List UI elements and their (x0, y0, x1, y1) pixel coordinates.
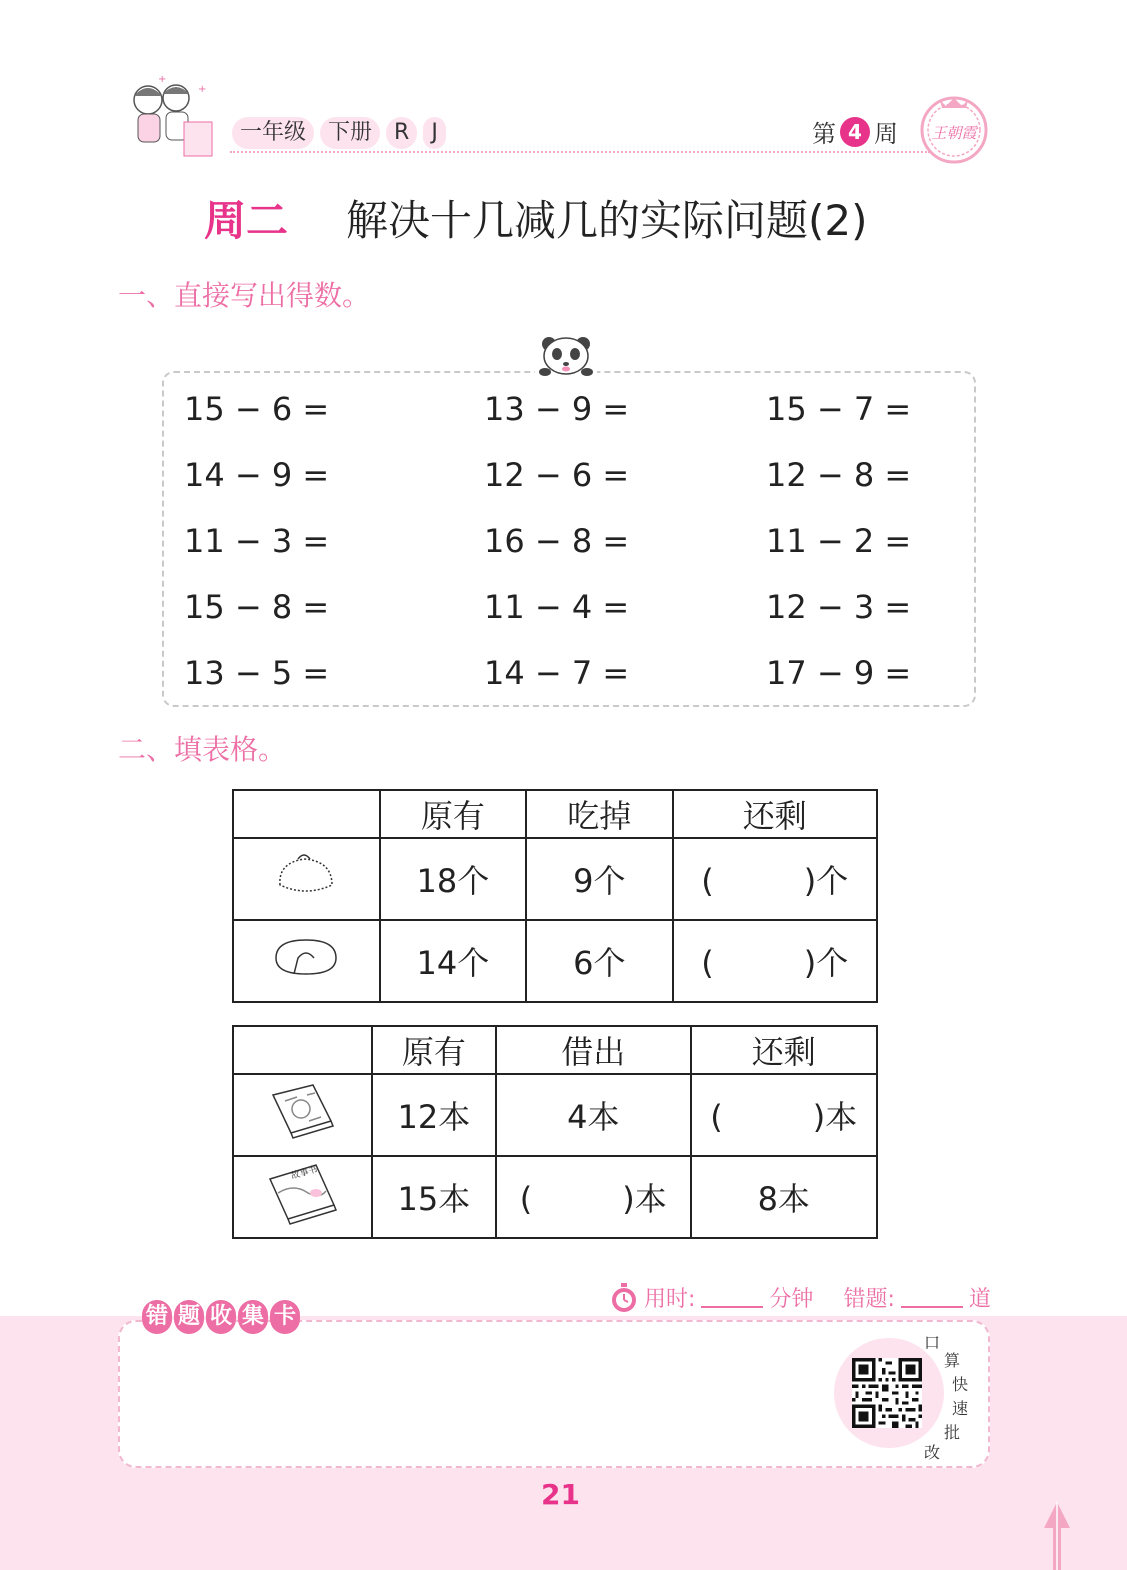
answer-cell[interactable]: ( )个 (673, 920, 878, 1002)
section2-title: 二、填表格。 (118, 733, 287, 766)
equation: 13 − 5 = (184, 654, 330, 692)
table-header-cell (233, 1026, 372, 1074)
table-header-cell: 还剩 (673, 790, 878, 838)
qr-caption: 口 (924, 1333, 941, 1352)
grade-chip: 一年级 (232, 117, 314, 149)
errors-unit: 道 (968, 1287, 991, 1312)
edition-chip: R (386, 117, 417, 149)
week-label (812, 114, 898, 149)
bread-icon (272, 934, 340, 980)
original-cell: 14个 (380, 920, 526, 1002)
time-record (610, 1282, 991, 1313)
week-suffix: 周 (874, 120, 898, 148)
food-table (232, 789, 878, 1003)
qr-caption: 快 (952, 1375, 969, 1394)
equation: 11 − 3 = (184, 522, 330, 560)
svg-text:+: + (198, 84, 207, 95)
item-cell (233, 920, 380, 1002)
table-header-cell: 原有 (380, 790, 526, 838)
answer-cell[interactable]: ( )本 (691, 1074, 878, 1156)
remain-cell: 8本 (691, 1156, 878, 1238)
equation: 14 − 9 = (184, 456, 330, 494)
equation: 11 − 4 = (484, 588, 630, 626)
table-row (233, 920, 877, 1002)
table-row (233, 1074, 877, 1156)
page-number: 21 (541, 1478, 580, 1511)
stopwatch-icon (610, 1283, 638, 1313)
item-cell (233, 1074, 372, 1156)
story-book-icon (264, 1159, 340, 1227)
time-label: 用时: (644, 1287, 696, 1312)
book-table (232, 1025, 878, 1239)
steamed-bun-icon (274, 849, 338, 901)
equation: 16 − 8 = (484, 522, 630, 560)
grade-info (232, 116, 446, 150)
equation: 11 − 2 = (766, 522, 912, 560)
errors-blank[interactable] (901, 1288, 963, 1308)
time-blank[interactable] (701, 1288, 763, 1308)
header-divider (230, 151, 930, 153)
equation: 14 − 7 = (484, 654, 630, 692)
qr-caption: 速 (952, 1399, 969, 1418)
svg-text:+: + (158, 74, 167, 85)
lent-cell: 4本 (496, 1074, 690, 1156)
edition-chip: J (423, 117, 446, 149)
eaten-cell: 6个 (526, 920, 672, 1002)
item-cell (233, 838, 380, 920)
week-number: 4 (840, 117, 870, 147)
table-header-cell: 借出 (496, 1026, 690, 1074)
table-row (233, 1156, 877, 1238)
seal-text: 王朝霞 (931, 124, 977, 142)
original-cell: 18个 (380, 838, 526, 920)
qr-caption: 改 (924, 1443, 941, 1462)
table-header-cell (233, 790, 380, 838)
qr-caption: 批 (944, 1423, 961, 1442)
picture-book-icon (267, 1081, 337, 1141)
title-day: 周二 (204, 196, 289, 245)
qr-code-icon[interactable] (852, 1358, 922, 1428)
section1-title: 一、直接写出得数。 (118, 279, 371, 312)
original-cell: 12本 (372, 1074, 496, 1156)
table-header-cell: 吃掉 (526, 790, 672, 838)
answer-cell[interactable]: ( )本 (496, 1156, 690, 1238)
equation: 15 − 7 = (766, 390, 912, 428)
time-unit: 分钟 (769, 1287, 814, 1312)
volume-chip: 下册 (320, 117, 380, 149)
equation: 12 − 8 = (766, 456, 912, 494)
equation: 12 − 6 = (484, 456, 630, 494)
original-cell: 15本 (372, 1156, 496, 1238)
table-row (233, 838, 877, 920)
book-title: 故事书 (290, 1164, 320, 1182)
item-cell (233, 1156, 372, 1238)
panda-icon (535, 330, 597, 380)
table-header-row (233, 1026, 877, 1074)
table-header-row (233, 790, 877, 838)
eaten-cell: 9个 (526, 838, 672, 920)
errors-label: 错题: (843, 1287, 895, 1312)
answer-cell[interactable]: ( )个 (673, 838, 878, 920)
page-title: 解决十几减几的实际问题(2) (346, 196, 868, 245)
qr-caption: 算 (944, 1351, 961, 1370)
arrow-up-icon (1042, 1500, 1072, 1570)
table-header-cell: 还剩 (691, 1026, 878, 1074)
equation: 13 − 9 = (484, 390, 630, 428)
equation: 15 − 6 = (184, 390, 330, 428)
kids-illustration-icon (118, 72, 218, 162)
week-prefix: 第 (812, 120, 836, 148)
equation: 12 − 3 = (766, 588, 912, 626)
equation: 17 − 9 = (766, 654, 912, 692)
equation: 15 − 8 = (184, 588, 330, 626)
table-header-cell: 原有 (372, 1026, 496, 1074)
card-title: 错 题 收 集 卡 (142, 1300, 300, 1334)
